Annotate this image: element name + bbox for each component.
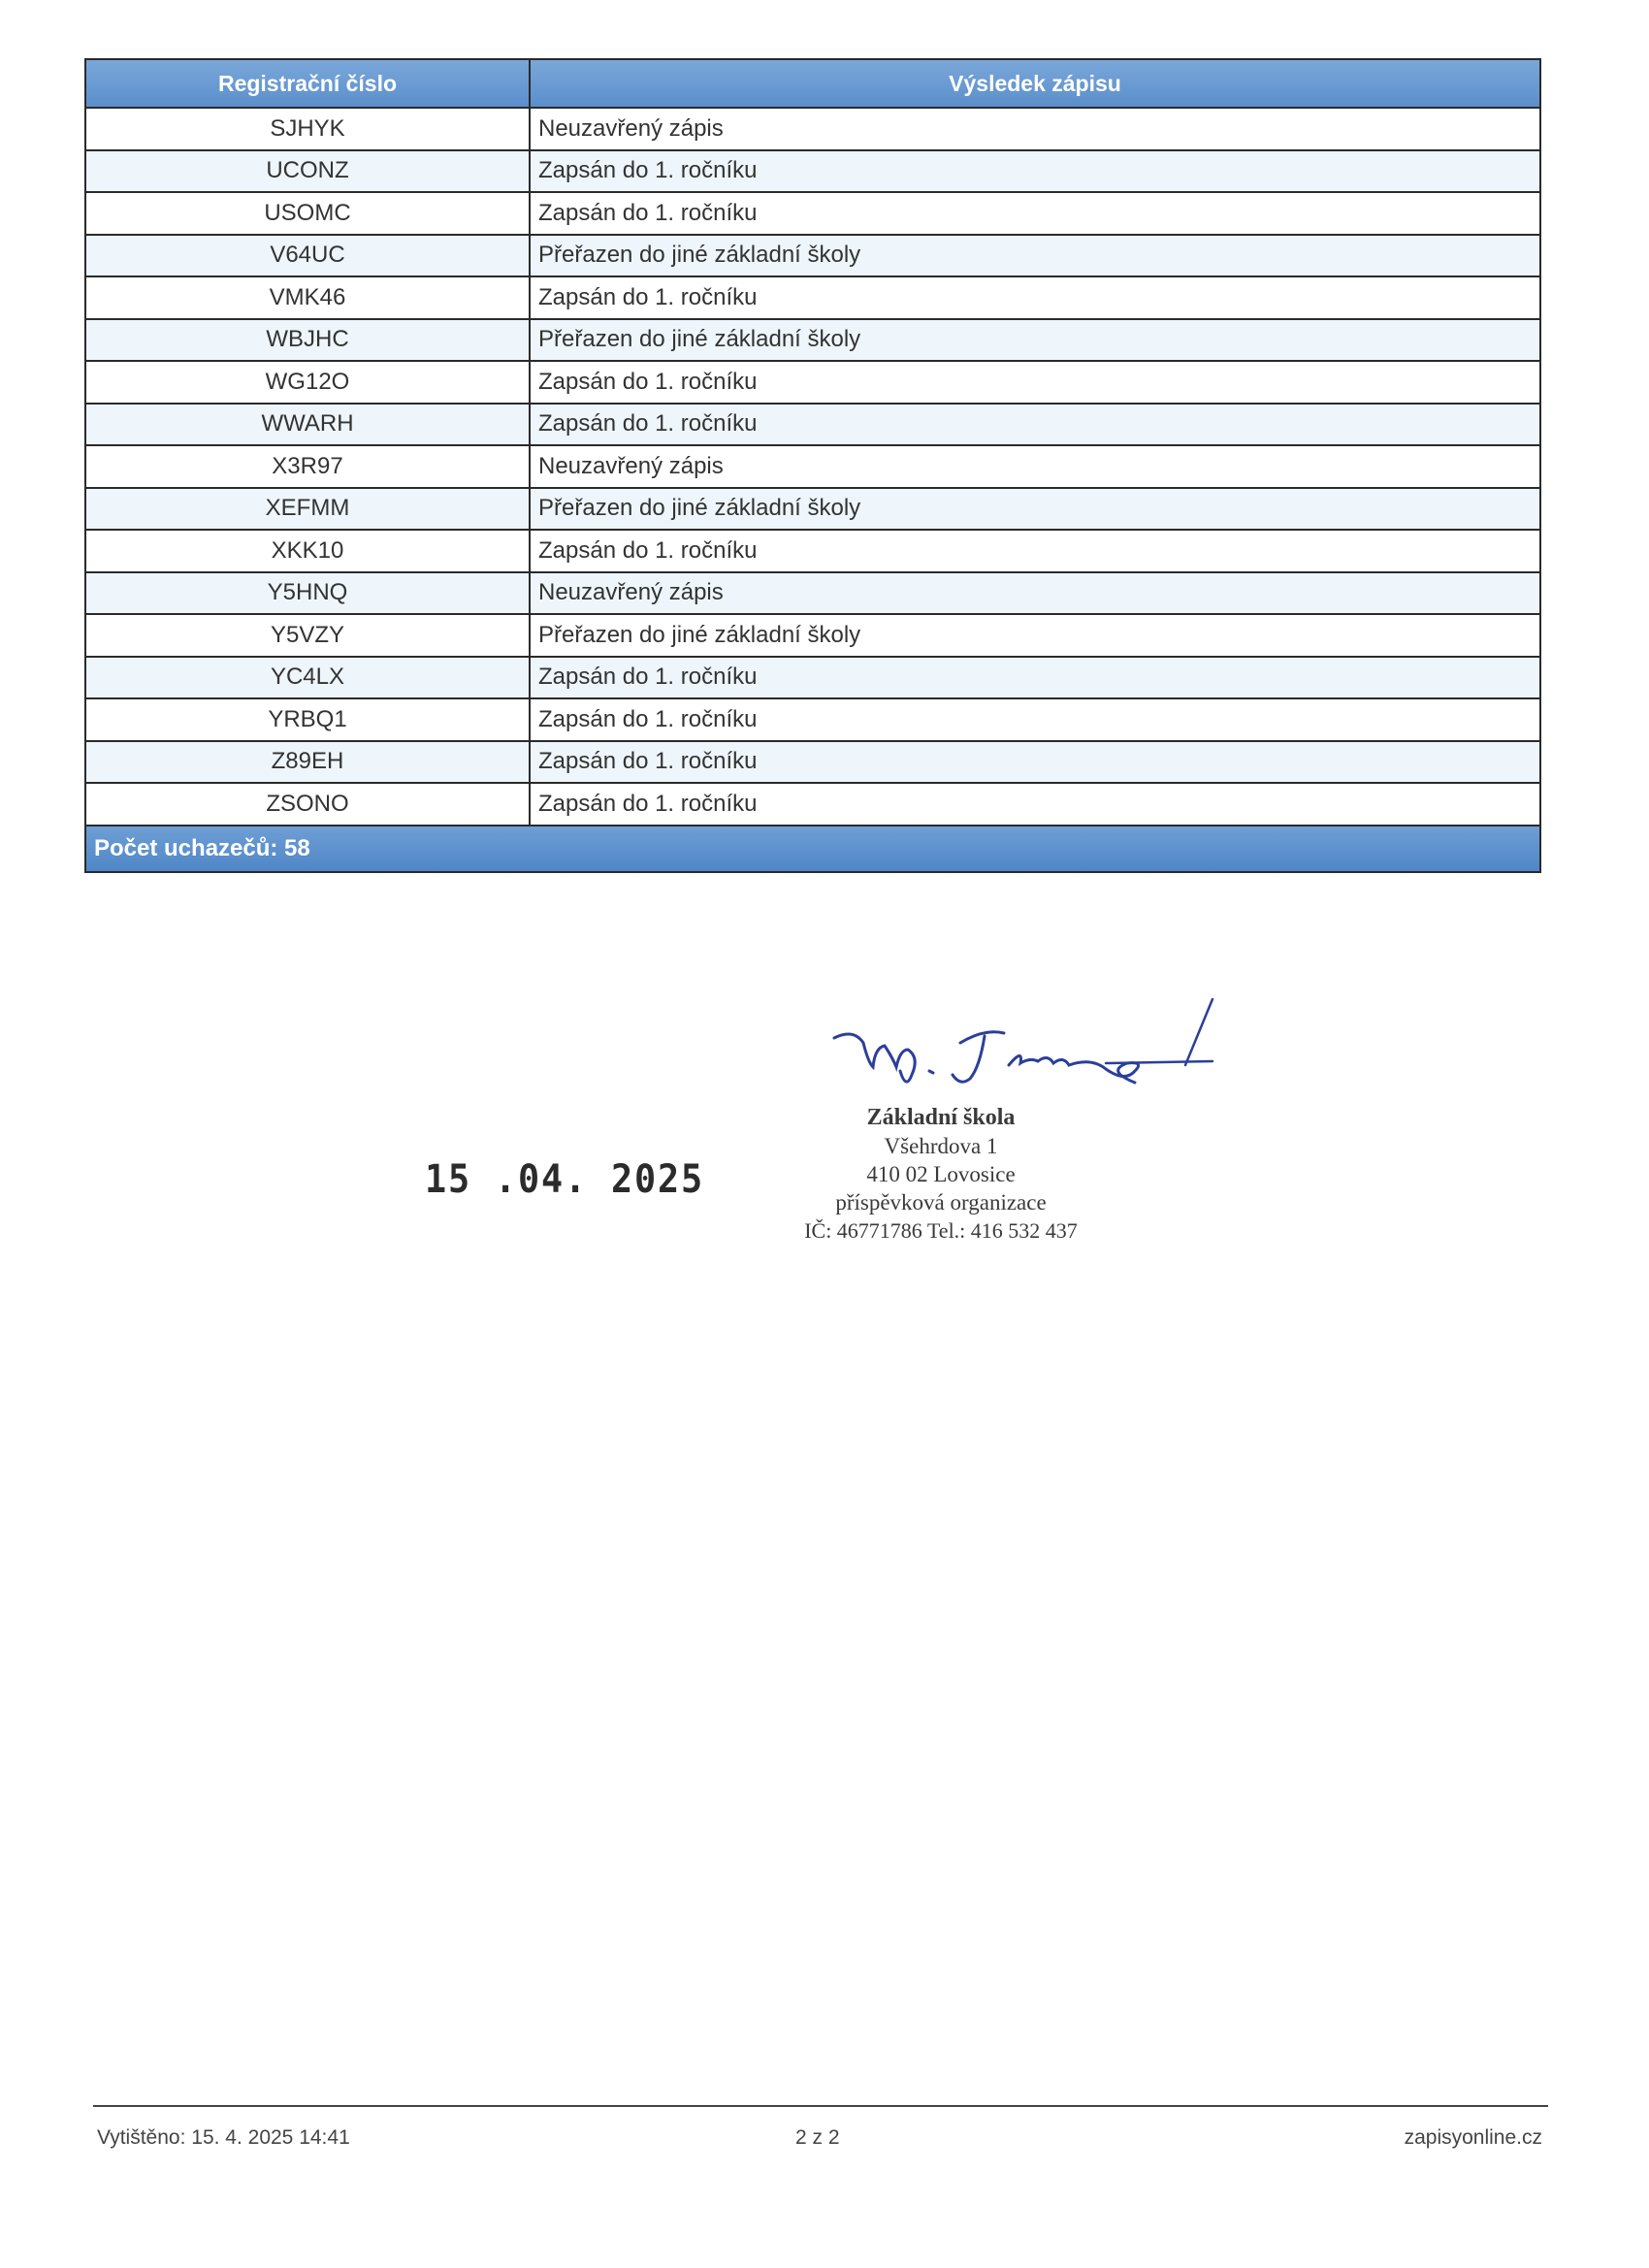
table-row [85, 572, 1540, 615]
table-row [85, 783, 1540, 826]
footer-divider [93, 2105, 1548, 2107]
date-stamp: 15 .04. 2025 [425, 1157, 704, 1202]
header-registration-number: Registrační číslo [85, 59, 530, 108]
table-row [85, 614, 1540, 657]
table-row [85, 741, 1540, 784]
registration-number-cell: Z89EH [85, 741, 530, 784]
enrollment-results-table [84, 58, 1541, 873]
enrollment-result-cell: Zapsán do 1. ročníku [530, 741, 1540, 784]
site-name: zapisyonline.cz [1404, 2126, 1542, 2149]
registration-number-cell: YC4LX [85, 657, 530, 699]
registration-number-cell: X3R97 [85, 445, 530, 488]
registration-number-cell: USOMC [85, 192, 530, 235]
enrollment-result-cell: Přeřazen do jiné základní školy [530, 614, 1540, 657]
stamp-city: 410 02 Lovosice [866, 1162, 1016, 1186]
header-enrollment-result: Výsledek zápisu [530, 59, 1540, 108]
enrollment-result-cell: Zapsán do 1. ročníku [530, 404, 1540, 446]
enrollment-result-cell: Zapsán do 1. ročníku [530, 530, 1540, 572]
enrollment-result-cell: Zapsán do 1. ročníku [530, 657, 1540, 699]
school-stamp [766, 1104, 1116, 1245]
enrollment-result-cell: Zapsán do 1. ročníku [530, 783, 1540, 826]
table-row [85, 698, 1540, 741]
stamp-org-type: příspěvková organizace [835, 1190, 1047, 1215]
registration-number-cell: XEFMM [85, 488, 530, 531]
printed-timestamp: Vytištěno: 15. 4. 2025 14:41 [97, 2126, 350, 2149]
registration-number-cell: XKK10 [85, 530, 530, 572]
enrollment-result-cell: Přeřazen do jiné základní školy [530, 488, 1540, 531]
registration-number-cell: ZSONO [85, 783, 530, 826]
enrollment-result-cell: Neuzavřený zápis [530, 108, 1540, 150]
registration-number-cell: V64UC [85, 235, 530, 277]
enrollment-result-cell: Přeřazen do jiné základní školy [530, 235, 1540, 277]
table-row [85, 192, 1540, 235]
registration-number-cell: WBJHC [85, 319, 530, 362]
registration-number-cell: WWARH [85, 404, 530, 446]
enrollment-result-cell: Zapsán do 1. ročníku [530, 698, 1540, 741]
enrollment-result-cell: Zapsán do 1. ročníku [530, 361, 1540, 404]
table-row [85, 361, 1540, 404]
table-row [85, 319, 1540, 362]
stamp-street: Všehrdova 1 [884, 1134, 998, 1158]
enrollment-result-cell: Zapsán do 1. ročníku [530, 192, 1540, 235]
stamp-school-name: Základní škola [866, 1105, 1016, 1130]
table-row [85, 150, 1540, 193]
table-row [85, 108, 1540, 150]
table-row [85, 276, 1540, 319]
applicant-count: Počet uchazečů: 58 [85, 826, 1540, 872]
enrollment-result-cell: Neuzavřený zápis [530, 572, 1540, 615]
enrollment-result-cell: Přeřazen do jiné základní školy [530, 319, 1540, 362]
enrollment-result-cell: Zapsán do 1. ročníku [530, 276, 1540, 319]
table-body [85, 108, 1540, 826]
stamp-ids: IČ: 46771786 Tel.: 416 532 437 [804, 1218, 1078, 1243]
table-row [85, 488, 1540, 531]
table-header-row [85, 59, 1540, 108]
table-footer-row [85, 826, 1540, 872]
page-number: 2 z 2 [795, 2126, 840, 2149]
registration-number-cell: VMK46 [85, 276, 530, 319]
table-row [85, 404, 1540, 446]
registration-number-cell: Y5VZY [85, 614, 530, 657]
registration-number-cell: Y5HNQ [85, 572, 530, 615]
registration-number-cell: SJHYK [85, 108, 530, 150]
registration-number-cell: UCONZ [85, 150, 530, 193]
table-row [85, 445, 1540, 488]
table-row [85, 657, 1540, 699]
table-row [85, 235, 1540, 277]
enrollment-result-cell: Zapsán do 1. ročníku [530, 150, 1540, 193]
registration-number-cell: WG12O [85, 361, 530, 404]
registration-number-cell: YRBQ1 [85, 698, 530, 741]
table-row [85, 530, 1540, 572]
enrollment-result-cell: Neuzavřený zápis [530, 445, 1540, 488]
